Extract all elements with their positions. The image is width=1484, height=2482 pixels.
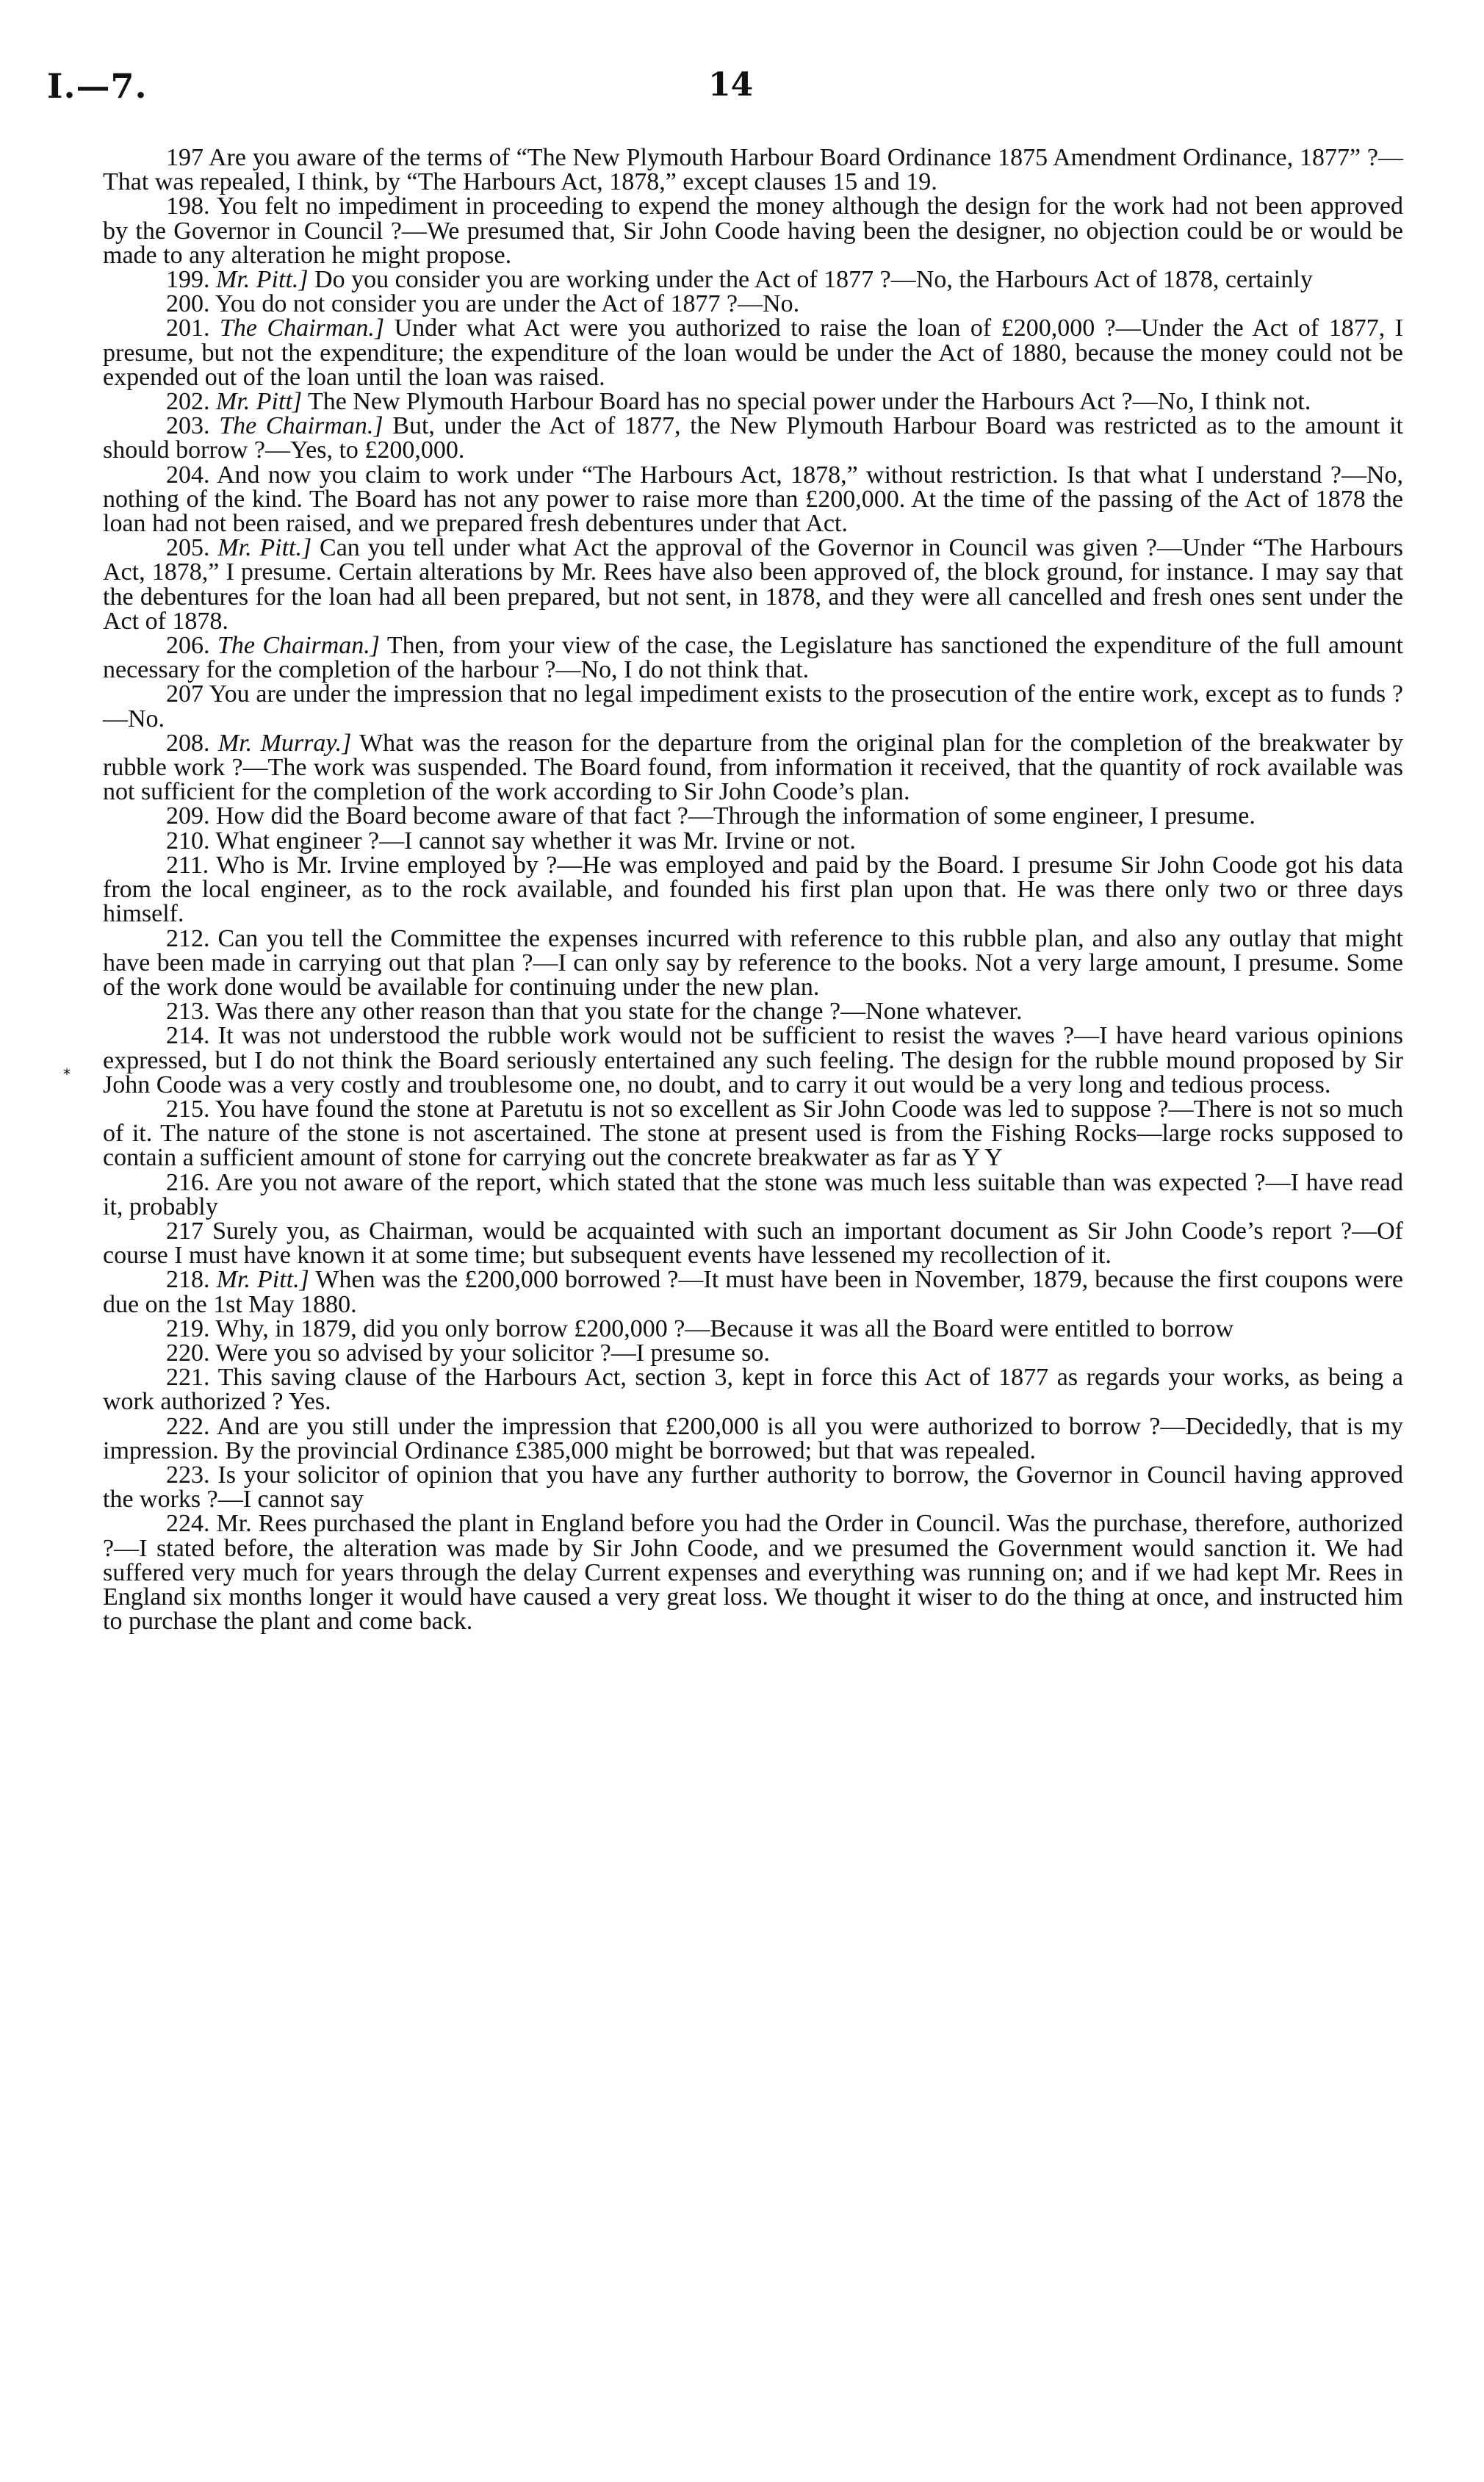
question-number: 201.	[166, 314, 210, 342]
question-paragraph	[103, 414, 1403, 462]
question-number: 206.	[166, 632, 210, 660]
question-number: 200.	[166, 290, 210, 318]
question-paragraph	[103, 463, 1403, 536]
speaker-label: The Chairman.]	[217, 632, 381, 660]
question-text: You do not consider you are under the Act of 1877 ?—No.	[215, 290, 800, 318]
page-number: 14	[708, 66, 754, 104]
speaker-label: Mr. Pitt.]	[216, 1266, 309, 1294]
question-paragraph	[103, 853, 1403, 927]
question-number: 210.	[166, 827, 210, 855]
question-number: 216.	[166, 1168, 210, 1196]
question-paragraph	[103, 1461, 1404, 1514]
question-number: 217	[166, 1217, 203, 1245]
question-text: When was the £200,000 borrowed ?—It must have been in November, 1879, because the first coupons were due on the 1st May 1880.	[103, 1266, 1403, 1318]
question-paragraph	[103, 194, 1403, 267]
question-text: It was not understood the rubble work would not be sufficient to resist the waves ?—I have heard various opinions expressed, but I do not think the Board seriously entertained any such feeling. The design for the rubble mound proposed by Sir John Coode was a very costly and troublesome one, no doubt, and to carry it out would be a very long and tedious process.	[103, 1022, 1403, 1098]
question-paragraph	[103, 1097, 1403, 1170]
question-number: 215.	[166, 1095, 210, 1123]
question-text: Was there any other reason than that you state for the change ?—None whatever.	[215, 998, 1023, 1026]
document-code: I.—7.	[47, 66, 148, 106]
question-text: The New Plymouth Harbour Board has no special power under the Harbours Act ?—No, I think not.	[308, 388, 1311, 416]
question-text: Can you tell the Committee the expenses incurred with reference to this rubble plan, and also any outlay that might have been made in carrying out that plan ?—I can only say by reference to the books. Not a very large amount, I presume. Some of the work done would be available for continuing under the new plan.	[103, 924, 1403, 1001]
question-paragraph	[103, 829, 1403, 853]
speaker-label: Mr. Pitt]	[216, 388, 303, 416]
question-text: Is your solicitor of opinion that you have any further authority to borrow, the Governor in Council having approved the works ?—I cannot say	[103, 1461, 1404, 1514]
question-text: But, under the Act of 1877, the New Plymouth Harbour Board was restricted as to the amount it should borrow ?—Yes, to £200,000.	[103, 412, 1403, 464]
speaker-label: The Chairman.]	[219, 314, 385, 342]
speaker-label: Mr. Pitt.]	[216, 266, 309, 294]
question-paragraph	[103, 804, 1403, 828]
question-number: 221.	[166, 1364, 210, 1392]
question-number: 222.	[166, 1412, 210, 1440]
speaker-label: The Chairman.]	[219, 412, 383, 440]
question-paragraph	[103, 999, 1403, 1024]
question-paragraph	[103, 1314, 1403, 1342]
question-number: 197	[166, 144, 203, 171]
speaker-label: Mr. Pitt.]	[217, 534, 312, 562]
question-number: 220.	[166, 1339, 210, 1367]
question-text: You have found the stone at Paretutu is not so excellent as Sir John Coode was led to suppose ?—There is not so much of it. The nature of the stone is not ascertained. The stone at present used is from the Fishing Rocks—large rocks supposed to contain a sufficient amount of stone for carrying out the concrete breakwater as far as Y Y	[103, 1095, 1403, 1172]
question-text: Can you tell under what Act the approval of the Governor in Council was given ?—Under “The Harbours Act, 1878,” I presume. Certain alterations by Mr. Rees have also been approved of, the block ground, for instance. I may say that the debentures for the loan had all been prepared, but not sent, in 1878, and they were all cancelled and fresh ones sent under the Act of 1878.	[103, 534, 1404, 635]
question-paragraph	[103, 680, 1403, 733]
question-text: And are you still under the impression that £200,000 is all you were authorized to borrow ?—Decidedly, that is my impression. By the provincial Ordinance £385,000 might be borrowed; but that was repealed.	[103, 1412, 1403, 1464]
question-number: 207	[166, 680, 203, 708]
question-text: Who is Mr. Irvine employed by ?—He was employed and paid by the Board. I presume Sir John Coode got his data from the local engineer, as to the rock available, and founded his first plan upon that. He was there only two or three days himself.	[103, 851, 1404, 928]
question-number: 198.	[166, 193, 210, 220]
question-paragraph	[103, 267, 1403, 292]
question-paragraph	[103, 731, 1403, 805]
question-text: Are you not aware of the report, which stated that the stone was much less suitable than was expected ?—I have read it, probably	[103, 1168, 1403, 1220]
question-paragraph	[103, 536, 1403, 633]
question-paragraph	[103, 389, 1403, 414]
question-paragraph	[103, 292, 1403, 316]
question-text: You felt no impediment in proceeding to expend the money although the design for the work had not been approved by the Governor in Council ?—We presumed that, Sir John Coode having been the designer, no objection could be or would be made to any alteration he might propose.	[103, 193, 1403, 269]
question-number: 212.	[166, 924, 210, 952]
question-number: 205.	[166, 534, 210, 562]
question-text: Under what Act were you authorized to raise the loan of £200,000 ?—Under the Act of 1877, I presume, but not the expenditure; the expenditure of the loan would be under the Act of 1880, because the money could not be expended out of the loan until the loan was raised.	[103, 314, 1404, 391]
question-number: 208.	[166, 729, 210, 757]
question-paragraph	[103, 1267, 1403, 1316]
page-header	[47, 66, 1428, 118]
question-paragraph	[103, 1365, 1403, 1414]
question-number: 218.	[166, 1266, 210, 1294]
margin-mark: *	[63, 1065, 71, 1083]
question-text: Then, from your view of the case, the Legislature has sanctioned the expenditure of the full amount necessary for the completion of the harbour ?—No, I do not think that.	[103, 632, 1404, 684]
question-number: 213.	[166, 998, 210, 1026]
question-number: 211.	[166, 851, 209, 879]
question-number: 203.	[166, 412, 210, 440]
question-paragraph	[103, 1217, 1403, 1270]
question-paragraph	[103, 1414, 1403, 1463]
question-text: This saving clause of the Harbours Act, section 3, kept in force this Act of 1877 as regards your works, as being a work authorized ? Yes.	[103, 1364, 1404, 1416]
question-text: Do you consider you are working under the Act of 1877 ?—No, the Harbours Act of 1878, certainly	[314, 266, 1313, 294]
question-number: 209.	[166, 802, 210, 830]
question-text: Why, in 1879, did you only borrow £200,000 ?—Because it was all the Board were entitled to borrow	[215, 1314, 1234, 1342]
question-paragraph	[103, 924, 1403, 1001]
question-number: 219.	[166, 1314, 210, 1342]
question-text: And now you claim to work under “The Harbours Act, 1878,” without restriction. Is that what I understand ?—No, nothing of the kind. The Board has not any power to raise more than £200,000. At the time of the passing of the Act of 1878 the loan had not been raised, and we prepared fresh debentures under that Act.	[103, 461, 1404, 538]
question-number: 214.	[166, 1022, 210, 1050]
question-text: Surely you, as Chairman, would be acquainted with such an important document as Sir John Coode’s report ?—Of course I must have known it at some time; but subsequent events have lessened my recollection of it.	[103, 1217, 1403, 1270]
question-number: 224.	[166, 1510, 210, 1538]
question-paragraph	[103, 633, 1403, 682]
question-paragraph	[103, 1510, 1403, 1636]
question-paragraph	[103, 145, 1403, 194]
question-paragraph	[103, 316, 1403, 389]
question-text: What was the reason for the departure from the original plan for the completion of the breakwater by rubble work ?—The work was suspended. The Board found, from information it received, that the quantity of rock available was not sufficient for the completion of the work according to Sir John Coode’s plan.	[103, 729, 1403, 806]
question-number: 199.	[166, 266, 210, 294]
question-text: How did the Board become aware of that fact ?—Through the information of some engineer, I presume.	[216, 802, 1256, 830]
question-number: 223.	[166, 1461, 210, 1489]
question-text: What engineer ?—I cannot say whether it was Mr. Irvine or not.	[215, 827, 856, 855]
question-number: 202.	[166, 388, 210, 416]
evidence-transcript	[103, 144, 1404, 1636]
question-text: You are under the impression that no legal impediment exists to the prosecution of the entire work, except as to funds ?—No.	[103, 680, 1403, 733]
question-number: 204.	[166, 461, 210, 489]
question-text: Mr. Rees purchased the plant in England before you had the Order in Council. Was the purchase, therefore, authorized ?—I stated before, the alteration was made by Sir John Coode, and we presumed the Government would sanction it. We had suffered very much for years through the delay Current expenses and everything was running on; and if we had kept Mr. Rees in England six months longer it would have caused a very great loss. We thought it wiser to do the thing at once, and instructed him to purchase the plant and come back.	[103, 1510, 1403, 1636]
question-paragraph	[103, 1341, 1403, 1365]
question-paragraph	[103, 1024, 1403, 1097]
speaker-label: Mr. Murray.]	[217, 729, 352, 757]
question-paragraph	[103, 1170, 1403, 1219]
question-text: Are you aware of the terms of “The New Plymouth Harbour Board Ordinance 1875 Amendment Ordinance, 1877” ?—That was repealed, I think, by “The Harbours Act, 1878,” except clauses 15 and 19.	[103, 144, 1403, 196]
question-text: Were you so advised by your solicitor ?—I presume so.	[215, 1339, 770, 1367]
